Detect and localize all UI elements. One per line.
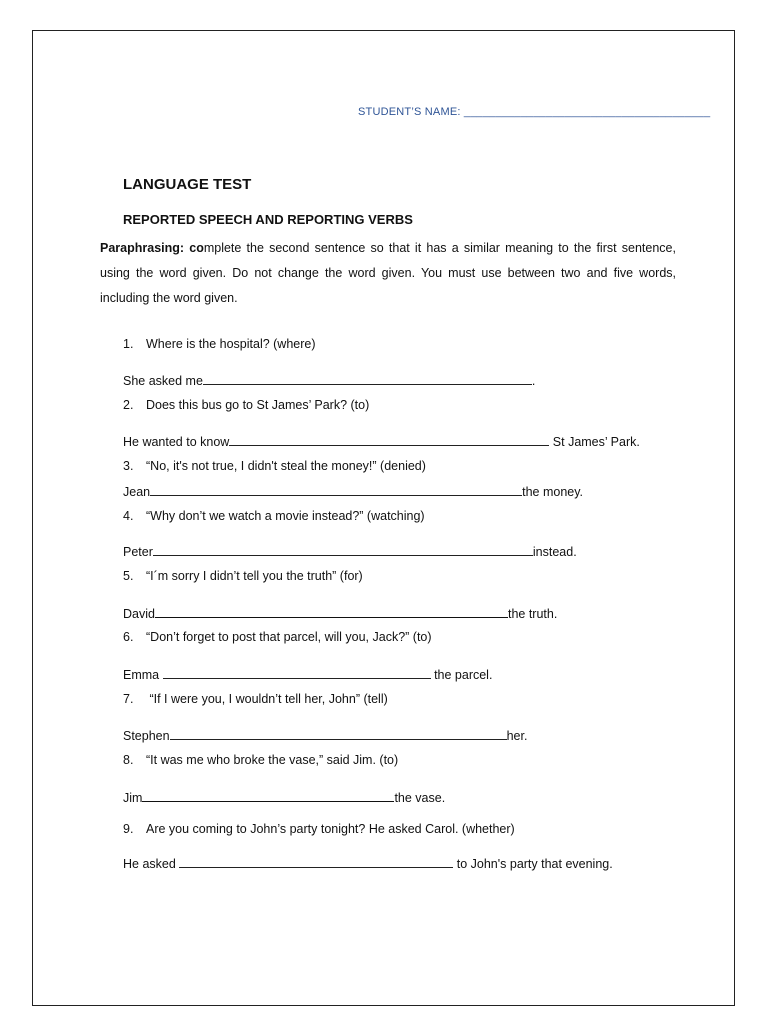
question-1: 1. Where is the hospital? (where): [123, 337, 316, 351]
answer-blank[interactable]: [203, 373, 532, 385]
answer-6: Emma the parcel.: [123, 668, 493, 682]
answer-blank[interactable]: [142, 790, 394, 802]
answer-2: He wanted to know St James’ Park.: [123, 435, 640, 449]
answer-1: She asked me .: [123, 374, 536, 388]
question-4: 4. “Why don’t we watch a movie instead?” (watching): [123, 509, 425, 523]
question-2: 2. Does this bus go to St James’ Park? (to): [123, 398, 370, 412]
instructions-text: mplete the second sentence so that it has a similar meaning to the first sentence, using the word given. Do not change the word given. You must use between two and five words, including the word given.: [100, 241, 676, 305]
question-9: 9. Are you coming to John’s party tonight? He asked Carol. (whether): [123, 822, 515, 836]
question-5: 5. “I´m sorry I didn’t tell you the truth” (for): [123, 569, 363, 583]
page-title: LANGUAGE TEST: [123, 176, 252, 193]
answer-blank[interactable]: [153, 544, 533, 556]
answer-blank[interactable]: [150, 484, 522, 496]
answer-blank[interactable]: [229, 434, 549, 446]
student-name-label: STUDENT’S NAME:: [358, 106, 464, 118]
question-3: 3. “No, it's not true, I didn't steal the money!” (denied): [123, 459, 426, 473]
student-name-line[interactable]: _______________________________________: [463, 106, 711, 118]
answer-9: He asked to John's party that evening.: [123, 857, 613, 871]
answer-3: Jean the money.: [123, 485, 584, 499]
answer-4: Peter instead.: [123, 545, 577, 559]
answer-blank[interactable]: [155, 606, 508, 618]
answer-5: David the truth.: [123, 607, 558, 621]
answer-blank[interactable]: [179, 856, 453, 868]
answer-8: Jim the vase.: [123, 791, 446, 805]
question-8: 8. “It was me who broke the vase,” said Jim. (to): [123, 753, 399, 767]
page-subtitle: REPORTED SPEECH AND REPORTING VERBS: [123, 212, 413, 227]
instructions-bold: Paraphrasing: co: [100, 241, 204, 255]
answer-7: Stephen her.: [123, 729, 528, 743]
student-name-field[interactable]: [358, 106, 710, 118]
answer-blank[interactable]: [170, 728, 507, 740]
answer-blank[interactable]: [163, 667, 431, 679]
question-7: 7. “If I were you, I wouldn’t tell her, John” (tell): [123, 692, 388, 706]
question-6: 6. “Don’t forget to post that parcel, will you, Jack?” (to): [123, 630, 432, 644]
instructions: [100, 236, 676, 311]
